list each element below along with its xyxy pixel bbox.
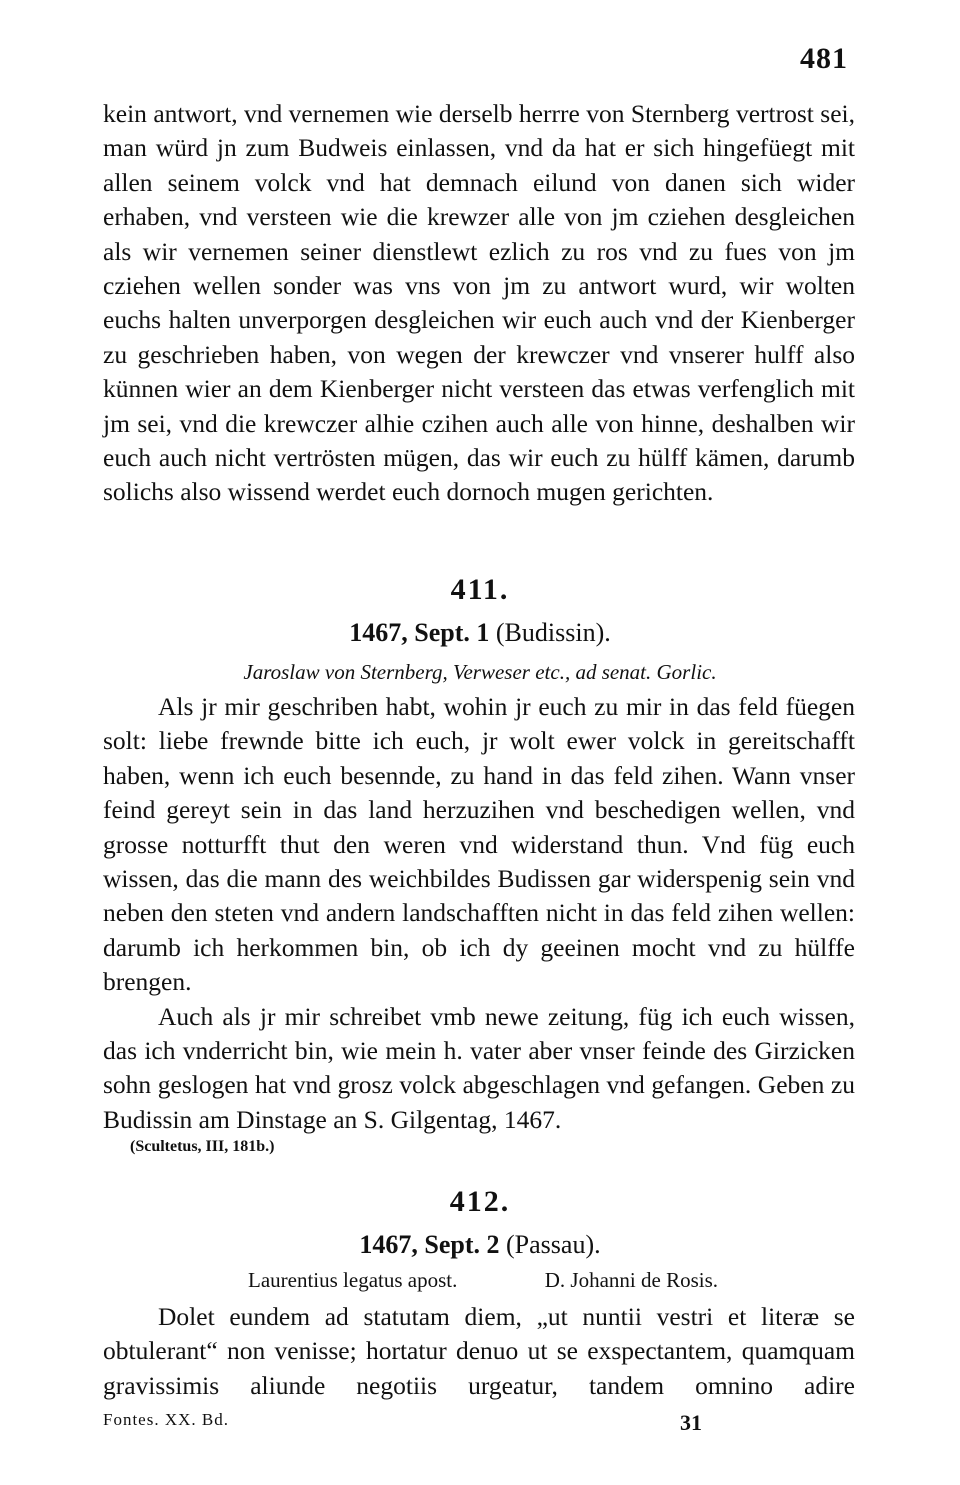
opening-paragraph: kein antwort, vnd vernemen wie derselb herrre von Sternberg vertrost sei, man würd jn zum Budweis einlassen, vnd da hat er sich hingefüegt mit allen seinem volck vnd hat demnach eilund von danen sich wider erhaben, vnd versteen wie die krewzer alle von jm cziehen desgleichen als wir vernemen seiner dienstlewt ezlich zu ros vnd zu fues von jm cziehen wellen sonder was vns von jm zu antwort wurd, wir wolten euchs halten unverporgen desgleichen wir euch auch vnd der Kienberger zu geschrieben haben, von wegen der krewczer vnd vnserer hulff also künnen wier an dem Kienberger nicht versteen das etwas verfenglich mit jm sei, vnd die krewczer alhie czihen auch alle von hinne, deshalben wir euch auch nicht vertrösten mügen, das wir euch zu hülff kämen, darumb solichs also wissend werdet euch dornoch mugen gerichten.: [103, 99, 855, 507]
paragraph-412-1: Dolet eundem ad statutam diem, „ut nuntii vestri et literæ se obtulerant“ non venisse; hortatur denuo ut se exspectantem, quamquam gravissimis aliunde negotiis urgeatur, tandem omnino adire: [103, 1302, 855, 1400]
document-number-412: 412.: [449, 1185, 511, 1218]
document-addressee-411: Jaroslaw von Sternberg, Verweser etc., ad senat. Gorlic.: [243, 660, 717, 684]
place-411: (Budissin).: [495, 618, 611, 647]
recipient-412: D. Johanni de Rosis.: [544, 1268, 718, 1292]
paragraph-411-2: Auch als jr mir schreibet vmb newe zeitung, füg ich euch wissen, das ich vnderricht bin, wie mein h. vater aber vnser feinde des Girzicken sohn geslogen hat vnd grosz volck abgeschlagen vnd gefangen. Geben zu Budissin am Dinstage an S. Gilgentag, 1467.: [103, 1001, 855, 1134]
date-411: 1467, Sept. 1: [349, 618, 490, 647]
document-correspondents-412: [248, 1268, 718, 1293]
document-body-411: [103, 690, 855, 1137]
date-412: 1467, Sept. 2: [359, 1230, 500, 1259]
document-date-411: [0, 618, 960, 648]
document-date-412: [0, 1230, 960, 1260]
paragraph-411-1: Als jr mir geschriben habt, wohin jr euch zu mir in das feld füegen solt: liebe frewnde bitte ich euch, jr wolt ewer volck in gereitschafft haben, wenn ich euch besennde, zu hand in das feld zihen. Wann vnser feind gereyt sein in das land herzuzihen vnd beschedigen wellen, vnd grosse notturfft thut den weren vnd widerstand thun. Vnd füg euch wissen, das die mann des weichbildes Budissen gar widerspenig sein vnd neben den steten vnd andern landschafften nicht in das feld zihen wellen: darumb ich herkommen bin, ob ich dy geeinen mocht vnd zu hülffe brengen.: [103, 692, 855, 997]
footer-signature: Fontes. XX. Bd.: [103, 1410, 229, 1429]
footer-sheet-number: 31: [680, 1410, 702, 1435]
place-412: (Passau).: [506, 1230, 601, 1259]
document-number-411: 411.: [450, 573, 510, 606]
source-note-411: (Scultetus, III, 181b.): [130, 1138, 275, 1155]
document-body-412: [103, 1300, 855, 1403]
page-number: 481: [800, 42, 848, 75]
opening-fragment: [103, 97, 855, 510]
sender-412: Laurentius legatus apost.: [248, 1268, 458, 1292]
